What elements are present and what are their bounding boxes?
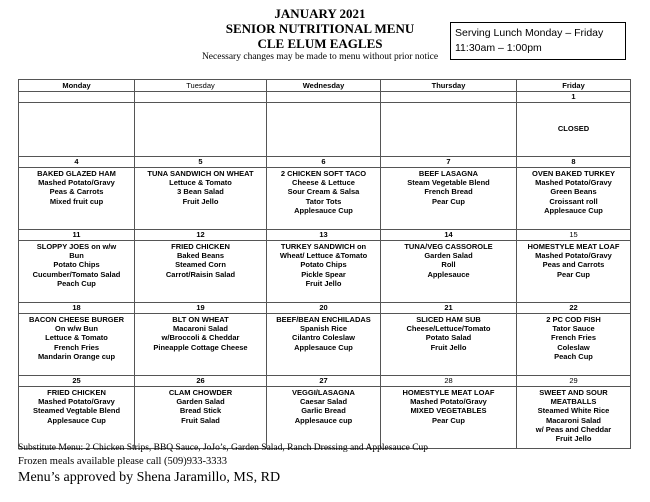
- day-cell: [19, 92, 135, 157]
- menu-item: Mashed Potato/Gravy: [535, 178, 612, 188]
- menu-item: Applesauce Cup: [294, 205, 353, 215]
- title-month: JANUARY 2021: [274, 6, 366, 21]
- day-cell: [19, 230, 135, 303]
- menu-items: [517, 314, 630, 361]
- menu-items: [517, 168, 630, 215]
- day-number: 22: [517, 303, 630, 314]
- menu-items: [135, 387, 266, 425]
- menu-item: Croissant roll: [549, 196, 598, 206]
- menu-item: Lettuce & Tomato: [169, 178, 232, 188]
- day-cell: [381, 376, 517, 449]
- menu-title: [190, 6, 450, 51]
- day-number: 7: [381, 157, 516, 168]
- menu-item: FRIED CHICKEN: [171, 242, 230, 251]
- day-cell: [381, 92, 517, 157]
- menu-item: Tator Tots: [305, 196, 342, 206]
- week-row: [19, 303, 631, 376]
- day-number: 19: [135, 303, 266, 314]
- menu-item: Sour Cream & Salsa: [287, 187, 360, 197]
- menu-calendar: [18, 79, 631, 449]
- menu-item: BEEF/BEAN ENCHILADAS: [276, 315, 371, 324]
- day-number: [267, 92, 380, 103]
- menu-item: Green Beans: [550, 187, 597, 197]
- menu-item: Steam Vegetable Blend: [407, 178, 490, 188]
- menu-item: OVEN BAKED TURKEY: [532, 169, 615, 178]
- menu-item: VEGGI/LASAGNA: [292, 388, 355, 397]
- day-cell: [267, 303, 381, 376]
- menu-item: Caesar Salad: [299, 397, 348, 407]
- menu-item: CLAM CHOWDER: [168, 388, 233, 397]
- menu-items: [381, 103, 516, 104]
- day-cell: [381, 157, 517, 230]
- menu-item: Macaroni Salad: [172, 324, 229, 334]
- day-number: 18: [19, 303, 134, 314]
- menu-item: Fruit Jello: [305, 278, 342, 288]
- menu-item: Pickle Spear: [301, 269, 346, 279]
- day-number: 25: [19, 376, 134, 387]
- menu-item: MIXED VEGETABLES: [410, 406, 487, 416]
- menu-item: Baked Beans: [176, 251, 225, 261]
- menu-item: French Fries: [550, 333, 596, 343]
- menu-items: [135, 103, 266, 104]
- menu-item: Fruit Jello: [555, 434, 592, 444]
- menu-items: [19, 103, 134, 104]
- menu-item: Pear Cup: [557, 269, 590, 279]
- weekday-header-row: [19, 80, 631, 92]
- day-number: [381, 92, 516, 103]
- menu-item: BACON CHEESE BURGER: [28, 315, 124, 324]
- menu-item: BEEF LASAGNA: [418, 169, 479, 178]
- menu-item: Peas & Carrots: [49, 187, 104, 197]
- menu-item: French Fries: [53, 342, 99, 352]
- menu-item: Mashed Potato/Gravy: [535, 251, 612, 261]
- menu-item: Bun: [69, 251, 84, 261]
- menu-items: [381, 314, 516, 352]
- menu-item: Cucumber/Tomato Salad: [32, 269, 121, 279]
- menu-item: 2 PC COD FISH: [546, 315, 601, 324]
- menu-item: Mandarin Orange cup: [37, 351, 116, 361]
- menu-item: TUNA/VEG CASSOROLE: [404, 242, 493, 251]
- menu-item: Roll: [441, 260, 456, 270]
- menu-item: Steamed White Rice: [537, 406, 610, 416]
- menu-item: Peach Cup: [57, 278, 96, 288]
- day-cell: [267, 157, 381, 230]
- serving-hours-box: [450, 22, 626, 60]
- menu-item: TUNA SANDWICH ON WHEAT: [147, 169, 254, 178]
- menu-item: Potato Chips: [300, 260, 347, 270]
- menu-item: BAKED GLAZED HAM: [37, 169, 116, 178]
- title-location: CLE ELUM EAGLES: [257, 36, 383, 51]
- menu-item: Potato Chips: [53, 260, 100, 270]
- day-cell: [267, 92, 381, 157]
- menu-item: Lettuce & Tomato: [45, 333, 108, 343]
- menu-items: [135, 168, 266, 206]
- day-cell: [381, 303, 517, 376]
- menu-items: [19, 241, 134, 288]
- weekday-header: Monday: [19, 80, 135, 92]
- menu-item: Carrot/Raisin Salad: [165, 269, 236, 279]
- serving-times: 11:30am – 1:00pm: [455, 42, 542, 54]
- day-cell: [517, 376, 631, 449]
- menu-item: Fruit Salad: [181, 415, 220, 425]
- menu-items: [267, 103, 380, 104]
- menu-item: Mixed fruit cup: [49, 196, 104, 206]
- menu-item: Applesauce cup: [294, 415, 353, 425]
- menu-notice: Necessary changes may be made to menu without prior notice: [201, 52, 439, 62]
- menu-item: Pear Cup: [432, 415, 465, 425]
- day-cell: [19, 303, 135, 376]
- day-cell: [267, 230, 381, 303]
- menu-item: Garden Salad: [176, 397, 225, 407]
- menu-item: Macaroni Salad: [545, 415, 602, 425]
- day-number: 26: [135, 376, 266, 387]
- week-row: [19, 376, 631, 449]
- menu-item: Pear Cup: [432, 196, 465, 206]
- menu-item: Applesauce: [427, 269, 470, 279]
- menu-item: BLT ON WHEAT: [172, 315, 229, 324]
- menu-items: [517, 241, 630, 279]
- menu-item: Peach Cup: [554, 351, 593, 361]
- menu-item: SWEET AND SOUR: [539, 388, 608, 397]
- day-number: 15: [517, 230, 630, 241]
- week-row: [19, 157, 631, 230]
- menu-items: [19, 387, 134, 425]
- menu-items: [19, 314, 134, 361]
- menu-item: Spanish Rice: [299, 324, 348, 334]
- menu-items: [381, 387, 516, 425]
- day-cell: [517, 303, 631, 376]
- menu-item: w/Broccoli & Cheddar: [161, 333, 240, 343]
- menu-item: TURKEY SANDWICH on: [280, 242, 367, 251]
- menu-item: MEATBALLS: [550, 397, 597, 407]
- menu-item: Bread Stick: [179, 406, 222, 416]
- weekday-header: Tuesday: [135, 80, 267, 92]
- day-cell: [19, 376, 135, 449]
- menu-item: Coleslaw: [557, 342, 590, 352]
- menu-item: Pineapple Cottage Cheese: [153, 342, 248, 352]
- day-number: 4: [19, 157, 134, 168]
- menu-item: 3 Bean Salad: [177, 187, 224, 197]
- day-number: 6: [267, 157, 380, 168]
- menu-items: [267, 314, 380, 352]
- menu-item: HOMESTYLE MEAT LOAF: [402, 388, 495, 397]
- day-number: [135, 92, 266, 103]
- menu-item: SLICED HAM SUB: [416, 315, 481, 324]
- day-cell: [135, 376, 267, 449]
- day-number: 11: [19, 230, 134, 241]
- menu-item: Tator Sauce: [552, 324, 595, 334]
- day-number: 20: [267, 303, 380, 314]
- day-number: 12: [135, 230, 266, 241]
- day-number: [19, 92, 134, 103]
- menu-item: Garlic Bread: [301, 406, 346, 416]
- day-number: 27: [267, 376, 380, 387]
- day-cell: [19, 157, 135, 230]
- menu-items: [517, 103, 630, 133]
- menu-item: Cheese/Lettuce/Tomato: [406, 324, 491, 334]
- week-row: [19, 230, 631, 303]
- menu-item: Fruit Jello: [182, 196, 219, 206]
- frozen-meals-note: Frozen meals available please call (509)933-3333: [18, 456, 228, 467]
- menu-items: [19, 168, 134, 206]
- day-cell: [135, 92, 267, 157]
- day-cell: [517, 230, 631, 303]
- menu-items: [135, 314, 266, 352]
- day-cell: [135, 157, 267, 230]
- menu-item: Cheese & Lettuce: [292, 178, 355, 188]
- menu-item: Cilantro Coleslaw: [292, 333, 355, 343]
- menu-item: Peas and Carrots: [542, 260, 605, 270]
- menu-item: w/ Peas and Cheddar: [535, 424, 612, 434]
- menu-item: Mashed Potato/Gravy: [410, 397, 487, 407]
- menu-item: Applesauce Cup: [47, 415, 106, 425]
- menu-item: Garden Salad: [424, 251, 473, 261]
- menu-item: Steamed Corn: [175, 260, 226, 270]
- menu-item: Applesauce Cup: [294, 342, 353, 352]
- menu-item: 2 CHICKEN SOFT TACO: [280, 169, 367, 178]
- day-cell: [517, 157, 631, 230]
- menu-item: Applesauce Cup: [544, 205, 603, 215]
- approval-note: Menu’s approved by Shena Jaramillo, MS, RD: [18, 470, 281, 485]
- menu-items: [267, 168, 380, 215]
- menu-items: [267, 241, 380, 288]
- menu-item: Fruit Jello: [430, 342, 467, 352]
- day-number: 28: [381, 376, 516, 387]
- day-number: 13: [267, 230, 380, 241]
- weekday-header: Friday: [517, 80, 631, 92]
- menu-items: [381, 168, 516, 206]
- menu-item: Mashed Potato/Gravy: [38, 397, 115, 407]
- serving-days: Serving Lunch Monday – Friday: [455, 27, 604, 39]
- calendar-body: [19, 92, 631, 449]
- menu-item: French Bread: [424, 187, 473, 197]
- day-cell: [267, 376, 381, 449]
- menu-items: [135, 241, 266, 279]
- menu-items: [267, 387, 380, 425]
- menu-item: SLOPPY JOES on w/w: [36, 242, 117, 251]
- substitute-menu-note: Substitute Menu: 2 Chicken Strips, BBQ Sauce, JoJo’s, Garden Salad, Ranch Dressing and Applesauce Cup: [18, 443, 429, 453]
- weekday-header: Thursday: [381, 80, 517, 92]
- menu-item: Wheat/ Lettuce &Tomato: [279, 251, 368, 261]
- weekday-header: Wednesday: [267, 80, 381, 92]
- menu-item: On w/w Bun: [55, 324, 98, 334]
- day-cell: [517, 92, 631, 157]
- menu-item: Potato Salad: [425, 333, 472, 343]
- week-row: [19, 92, 631, 157]
- menu-item: Mashed Potato/Gravy: [38, 178, 115, 188]
- title-menu-name: SENIOR NUTRITIONAL MENU: [225, 21, 415, 36]
- day-cell: [135, 230, 267, 303]
- day-number: 1: [517, 92, 630, 103]
- menu-items: [517, 387, 630, 443]
- menu-item: FRIED CHICKEN: [47, 388, 106, 397]
- menu-item: Steamed Vegtable Blend: [32, 406, 121, 416]
- day-number: 14: [381, 230, 516, 241]
- day-number: 29: [517, 376, 630, 387]
- menu-items: [381, 241, 516, 279]
- closed-label: CLOSED: [557, 124, 590, 133]
- day-number: 21: [381, 303, 516, 314]
- day-cell: [381, 230, 517, 303]
- day-cell: [135, 303, 267, 376]
- day-number: 8: [517, 157, 630, 168]
- menu-item: HOMESTYLE MEAT LOAF: [527, 242, 620, 251]
- day-number: 5: [135, 157, 266, 168]
